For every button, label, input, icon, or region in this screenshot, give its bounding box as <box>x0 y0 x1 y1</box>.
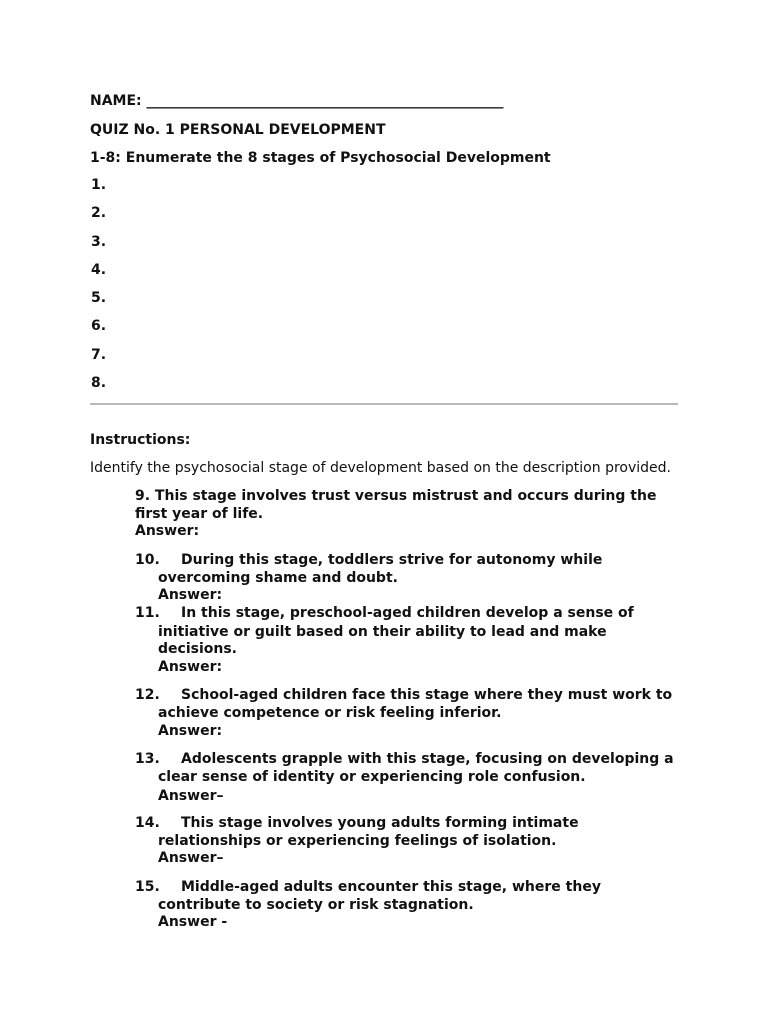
enumeration-item-3: 3. <box>91 234 107 250</box>
question-11-line-1: In this stage, preschool-aged children develop a sense of <box>181 605 634 621</box>
name-field-label: NAME: ___________________________________________________ <box>90 93 504 109</box>
enumeration-item-5: 5. <box>91 290 107 306</box>
question-13-line-2: clear sense of identity or experiencing role confusion. <box>158 769 586 785</box>
question-11-answer: Answer: <box>158 659 223 675</box>
question-12-answer: Answer: <box>158 723 223 739</box>
question-9-line-2: first year of life. <box>135 506 264 522</box>
enumeration-item-4: 4. <box>91 262 107 278</box>
quiz-title: QUIZ No. 1 PERSONAL DEVELOPMENT <box>90 122 386 138</box>
question-9-answer: Answer: <box>135 523 200 539</box>
question-10-line-1: During this stage, toddlers strive for autonomy while <box>181 552 603 568</box>
question-13-line-1: Adolescents grapple with this stage, focusing on developing a <box>181 751 674 767</box>
enumeration-item-8: 8. <box>91 375 107 391</box>
question-13-number: 13. <box>135 751 160 767</box>
question-14-number: 14. <box>135 815 160 831</box>
question-15-answer: Answer - <box>158 914 228 930</box>
question-15-line-1: Middle-aged adults encounter this stage, where they <box>181 879 601 895</box>
question-10-number: 10. <box>135 552 160 568</box>
enumeration-item-1: 1. <box>91 177 107 193</box>
question-15-line-2: contribute to society or risk stagnation. <box>158 897 474 913</box>
section-divider <box>90 403 678 405</box>
question-11-line-3: decisions. <box>158 641 237 657</box>
question-12-line-2: achieve competence or risk feeling inferior. <box>158 705 502 721</box>
question-10-line-2: overcoming shame and doubt. <box>158 570 398 586</box>
instructions-text: Identify the psychosocial stage of development based on the description provided. <box>90 460 671 476</box>
enumeration-item-6: 6. <box>91 318 107 334</box>
question-9-line-1: 9. This stage involves trust versus mistrust and occurs during the <box>135 488 657 504</box>
question-12-line-1: School-aged children face this stage where they must work to <box>181 687 673 703</box>
question-14-line-1: This stage involves young adults forming intimate <box>181 815 579 831</box>
question-14-answer: Answer– <box>158 850 224 866</box>
question-13-answer: Answer– <box>158 788 224 804</box>
enumeration-item-2: 2. <box>91 205 107 221</box>
question-11-number: 11. <box>135 605 160 621</box>
enumerate-prompt: 1-8: Enumerate the 8 stages of Psychosocial Development <box>90 150 551 166</box>
question-10-answer: Answer: <box>158 587 223 603</box>
question-12-number: 12. <box>135 687 160 703</box>
instructions-heading: Instructions: <box>90 432 191 448</box>
question-15-number: 15. <box>135 879 160 895</box>
question-14-line-2: relationships or experiencing feelings of isolation. <box>158 833 557 849</box>
enumeration-item-7: 7. <box>91 347 107 363</box>
question-11-line-2: initiative or guilt based on their ability to lead and make <box>158 624 607 640</box>
